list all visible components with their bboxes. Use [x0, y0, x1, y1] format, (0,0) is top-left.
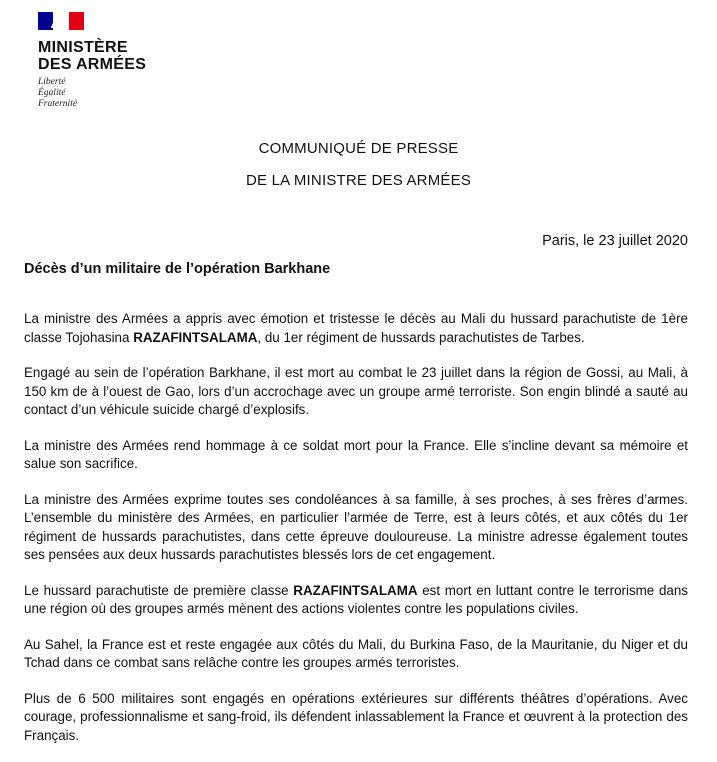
release-date: Paris, le 23 juillet 2020	[542, 233, 688, 249]
motto-fraternite: Fraternité	[38, 99, 78, 109]
press-release-title: COMMUNIQUÉ DE PRESSE	[258, 140, 459, 157]
ministry-name	[38, 39, 146, 73]
press-release-subtitle: DE LA MINISTRE DES ARMÉES	[245, 172, 472, 189]
french-flag-icon	[38, 12, 84, 30]
paragraph-1: La ministre des Armées a appris avec émotion et tristesse le décès au Mali du hussard parachutiste de 1ère classe Tojohasina RAZAFINTSALAMA, du 1er régiment de hussards parachutistes de Tarbes.	[24, 311, 688, 345]
paragraph-7: Plus de 6 500 militaires sont engagés en opérations extérieures sur différents théâtres d’opérations. Avec courage, professionnalisme et sang-froid, ils défendent inlassablement la France et œuvrent à la protection des Français.	[24, 690, 688, 743]
motto-egalite: Égalité	[38, 88, 66, 98]
marianne-profile-icon	[47, 13, 69, 29]
republic-motto	[38, 77, 146, 110]
paragraph-5: Le hussard parachutiste de première classe RAZAFINTSALAMA est mort en luttant contre le terrorisme dans une région où des groupes armés mènent des actions violentes contre les populations civiles.	[24, 582, 688, 616]
soldier-name: RAZAFINTSALAMA	[133, 329, 258, 345]
paragraph-2: Engagé au sein de l’opération Barkhane, il est mort au combat le 23 juillet dans la région de Gossi, au Mali, à 150 km de à l’ouest de Gao, lors d’un accrochage avec un groupe armé terroriste. Son engin blindé a sauté au contact d’un véhicule suicide chargé d’explosifs.	[24, 365, 688, 417]
ministry-name-line2: DES ARMÉES	[38, 56, 147, 73]
motto-liberte: Liberté	[38, 77, 66, 87]
paragraph-6: Au Sahel, la France est et reste engagée aux côtés du Mali, du Burkina Faso, de la Mauritanie, du Niger et du Tchad dans ce combat sans relâche contre les groupes armés terroristes.	[24, 636, 688, 670]
press-release-body	[24, 310, 688, 762]
ministry-logo	[38, 12, 146, 110]
soldier-name: RAZAFINTSALAMA	[293, 582, 418, 598]
ministry-name-line1: MINISTÈRE	[38, 39, 128, 56]
paragraph-3: La ministre des Armées rend hommage à ce soldat mort pour la France. Elle s’incline devant sa mémoire et salue son sacrifice.	[24, 437, 688, 471]
headline: Décès d’un militaire de l’opération Barkhane	[24, 261, 331, 277]
paragraph-4: La ministre des Armées exprime toutes ses condoléances à sa famille, à ses proches, à ses frères d’armes. L’ensemble du ministère des Armées, en particulier l’armée de Terre, est à leurs côtés, et aux côtés du 1er régiment de hussards parachutistes, dans cette épreuve douloureuse. La ministre adresse également toutes ses pensées aux deux hussards parachutistes blessés lors de cet engagement.	[24, 491, 688, 562]
